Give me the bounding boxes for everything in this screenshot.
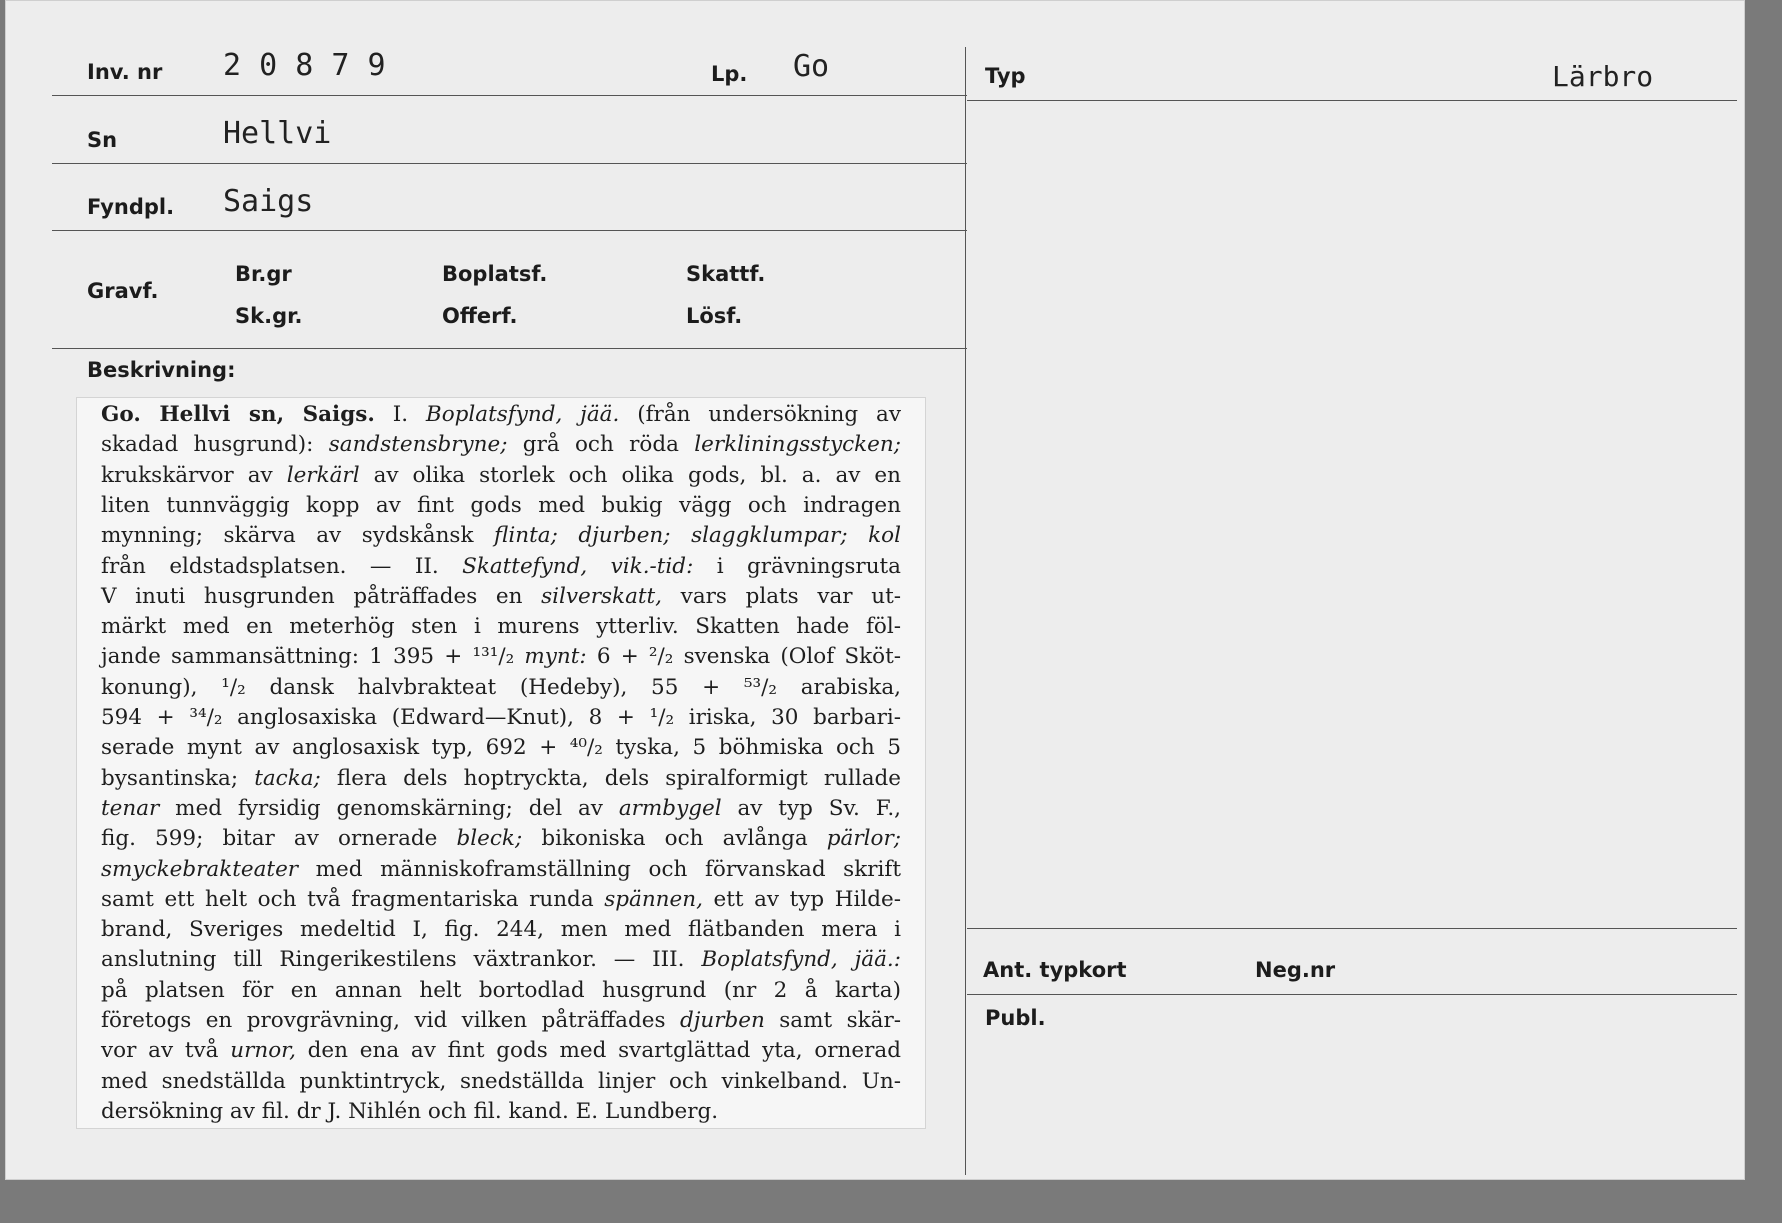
description-line bbox=[101, 430, 901, 460]
description-line bbox=[101, 642, 901, 672]
typ-value: Lärbro bbox=[1552, 60, 1654, 93]
description-line bbox=[101, 1006, 901, 1036]
description-segment: armbygel bbox=[618, 795, 722, 821]
description-segment: silverskatt, bbox=[541, 583, 663, 609]
description-line bbox=[101, 673, 901, 703]
description-segment: serade mynt av anglosaxisk typ, 692 + ⁴⁰/₂ tyska, 5 böhmiska och 5 bbox=[101, 735, 901, 761]
description-line bbox=[101, 885, 901, 915]
description-segment: samt skär- bbox=[764, 1008, 901, 1033]
neg-nr-label: Neg.nr bbox=[1255, 958, 1336, 982]
row-divider bbox=[967, 100, 1737, 101]
sn-value: Hellvi bbox=[223, 116, 332, 151]
description-segment: med fyrsidig genomskärning; del av bbox=[159, 795, 619, 821]
description-segment: av olika storlek och olika gods, bl. a. av en bbox=[359, 462, 902, 488]
description-line bbox=[101, 612, 901, 642]
description-segment: brand, Sveriges medeltid I, fig. 244, men med flätbanden mera i bbox=[101, 917, 901, 943]
description-segment: anslutning till Ringerikestilens växtrankor. — III. bbox=[101, 947, 702, 973]
description-line bbox=[101, 1036, 901, 1066]
description-line bbox=[101, 976, 901, 1006]
row-divider bbox=[52, 95, 967, 96]
description-segment: fig. 599; bitar av ornerade bbox=[101, 826, 457, 852]
brgr-label: Br.gr bbox=[235, 262, 292, 286]
description-segment: djurben bbox=[679, 1008, 765, 1033]
fyndpl-value: Saigs bbox=[223, 184, 314, 219]
description-segment: spännen, bbox=[604, 886, 703, 912]
gravf-label: Gravf. bbox=[87, 279, 159, 303]
description-segment: (från undersökning av bbox=[619, 402, 901, 427]
description-segment: konung), ¹/₂ dansk halvbrakteat (Hedeby), 55 + ⁵³/₂ arabiska, bbox=[101, 674, 901, 700]
publ-label: Publ. bbox=[985, 1006, 1046, 1030]
description-segment: på platsen för en annan helt bortodlad husgrund (nr 2 å karta) bbox=[101, 977, 901, 1003]
inv-nr-value: 2 0 8 7 9 bbox=[223, 48, 386, 83]
row-divider bbox=[52, 163, 967, 164]
typ-label: Typ bbox=[985, 64, 1026, 88]
description-segment: flinta; djurben; slaggklumpar; kol bbox=[494, 523, 901, 549]
description-line bbox=[101, 855, 901, 885]
description-segment: av typ Sv. F., bbox=[721, 795, 901, 821]
description-segment: företogs en provgrävning, vid vilken påträffades bbox=[101, 1008, 680, 1033]
description-segment: med människoframställning och förvanskad skrift bbox=[298, 856, 901, 882]
description-segment: krukskärvor av bbox=[101, 462, 287, 488]
skattf-label: Skattf. bbox=[686, 262, 766, 286]
description-segment: dersökning av fil. dr J. Nihlén och fil. kand. E. Lundberg. bbox=[101, 1098, 719, 1124]
description-segment: flera dels hoptryckta, dels spiralformigt rullade bbox=[320, 765, 901, 791]
row-divider bbox=[967, 994, 1737, 995]
description-line bbox=[101, 582, 901, 612]
beskrivning-label: Beskrivning: bbox=[87, 358, 236, 382]
description-segment: I. bbox=[374, 402, 426, 427]
description-segment: skadad husgrund): bbox=[101, 432, 329, 458]
description-segment: från eldstadsplatsen. — II. bbox=[101, 553, 463, 579]
description-segment: smyckebrakteater bbox=[101, 856, 299, 882]
description-segment: mynning; skärva av sydskånsk bbox=[101, 523, 495, 549]
description-segment: pärlor; bbox=[826, 826, 901, 852]
losf-label: Lösf. bbox=[686, 304, 743, 328]
ant-typkort-label: Ant. typkort bbox=[983, 958, 1127, 982]
description-segment: den ena av fint gods med svartglättad yta, ornerad bbox=[295, 1038, 901, 1064]
description-line bbox=[101, 703, 901, 733]
description-segment: sandstensbryne; bbox=[328, 432, 508, 458]
description-text-block bbox=[76, 397, 926, 1129]
description-line bbox=[101, 733, 901, 763]
inv-nr-label: Inv. nr bbox=[87, 60, 163, 84]
description-segment: vor av två bbox=[101, 1038, 231, 1064]
description-segment: grå och röda bbox=[507, 432, 695, 458]
description-segment: Boplatsfynd, jää.: bbox=[701, 947, 902, 973]
description-line bbox=[101, 1097, 901, 1127]
description-segment: märkt med en meterhög sten i murens ytterliv. Skatten hade föl- bbox=[101, 614, 901, 640]
description-segment: 594 + ³⁴/₂ anglosaxiska (Edward—Knut), 8 + ¹/₂ iriska, 30 barbari- bbox=[101, 705, 901, 730]
description-segment: i grävningsruta bbox=[693, 553, 902, 579]
description-segment: V inuti husgrunden påträffades en bbox=[101, 583, 542, 609]
description-segment: bikoniska och avlånga bbox=[522, 826, 827, 852]
row-divider bbox=[52, 230, 967, 231]
description-segment: med snedställda punktintryck, snedställda linjer och vinkelband. Un- bbox=[101, 1068, 901, 1094]
description-segment: vars plats var ut- bbox=[662, 583, 901, 609]
description-line bbox=[101, 824, 901, 854]
description-segment: lerkärl bbox=[286, 462, 360, 488]
lp-value: Go bbox=[793, 49, 830, 84]
description-segment: urnor, bbox=[230, 1038, 296, 1064]
row-divider bbox=[52, 348, 967, 349]
column-divider bbox=[965, 47, 966, 1175]
skgr-label: Sk.gr. bbox=[235, 304, 303, 328]
description-segment: bysantinska; bbox=[101, 765, 255, 791]
description-segment: Go. Hellvi sn, Saigs. bbox=[101, 402, 375, 427]
description-segment: ett av typ Hilde- bbox=[702, 886, 901, 912]
description-segment: Skattefynd, vik.-tid: bbox=[462, 553, 694, 579]
description-segment: tacka; bbox=[254, 765, 321, 791]
description-segment: 6 + ²/₂ svenska (Olof Sköt- bbox=[586, 644, 901, 670]
description-segment: lerkliningsstycken; bbox=[694, 432, 901, 458]
description-line bbox=[101, 794, 901, 824]
description-line bbox=[101, 945, 901, 975]
description-line bbox=[101, 1067, 901, 1097]
sn-label: Sn bbox=[87, 128, 118, 152]
row-divider bbox=[967, 928, 1737, 929]
description-line bbox=[101, 764, 901, 794]
description-segment: Boplatsfynd, jää. bbox=[425, 402, 620, 427]
description-segment: liten tunnväggig kopp av fint gods med bukig vägg och indragen bbox=[101, 492, 901, 518]
description-segment: samt ett helt och två fragmentariska runda bbox=[101, 886, 605, 912]
description-segment: mynt: bbox=[524, 644, 587, 670]
description-line bbox=[101, 400, 901, 430]
description-line bbox=[101, 521, 901, 551]
catalog-card bbox=[5, 0, 1745, 1180]
description-line bbox=[101, 491, 901, 521]
description-segment: bleck; bbox=[456, 826, 523, 852]
description-segment: jande sammansättning: 1 395 + ¹³¹/₂ bbox=[101, 644, 525, 670]
description-line bbox=[101, 552, 901, 582]
fyndpl-label: Fyndpl. bbox=[87, 195, 175, 219]
description-segment: tenar bbox=[101, 795, 160, 821]
lp-label: Lp. bbox=[711, 62, 748, 86]
description-line bbox=[101, 915, 901, 945]
description-line bbox=[101, 461, 901, 491]
boplatsf-label: Boplatsf. bbox=[442, 262, 548, 286]
offerf-label: Offerf. bbox=[442, 304, 518, 328]
